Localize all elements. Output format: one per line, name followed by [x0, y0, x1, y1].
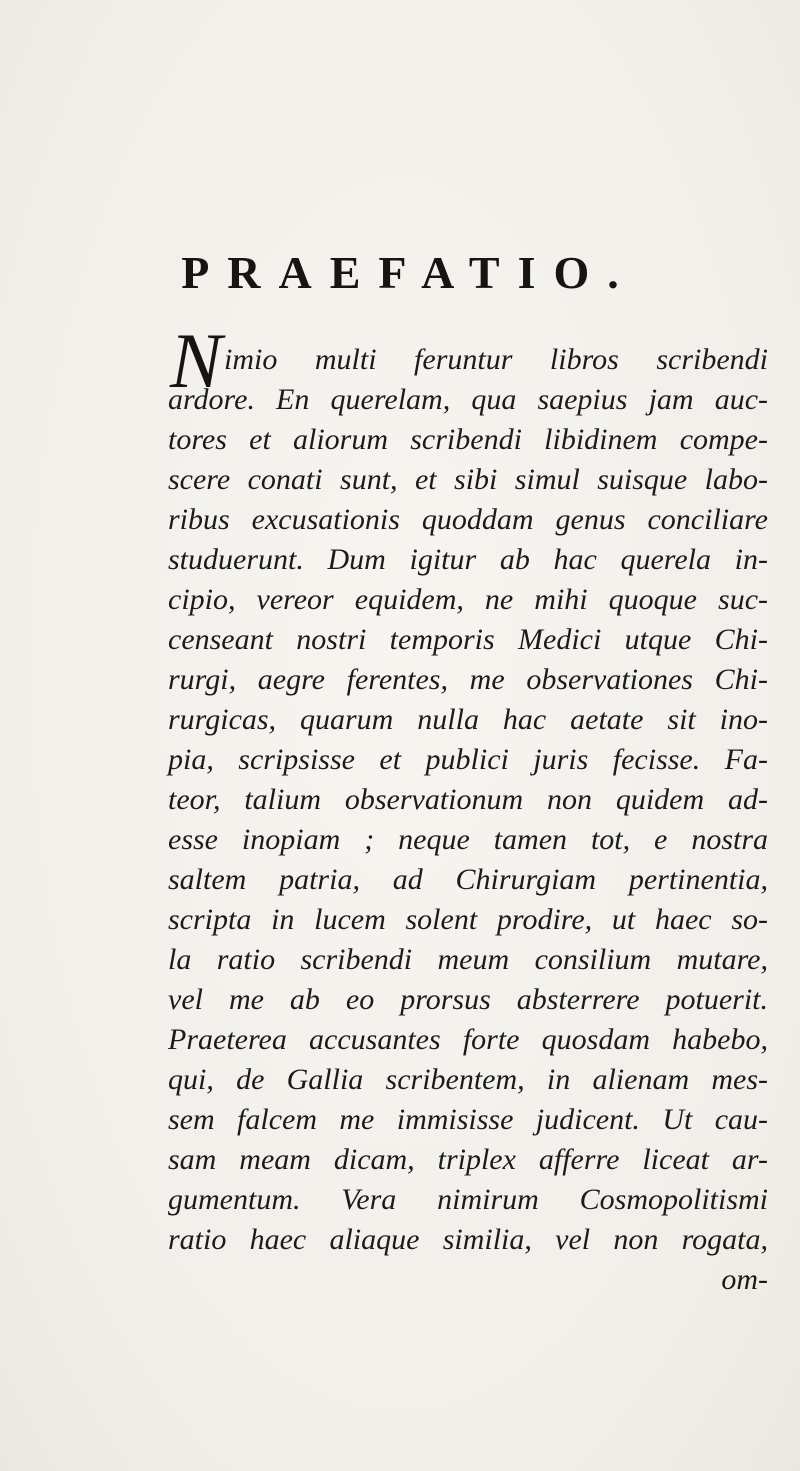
- text-line: qui, de Gallia scribentem, in alienam mes-: [168, 1063, 768, 1096]
- text-line: censeant nostri temporis Medici utque Chi-: [168, 623, 768, 656]
- text-line: Praeterea accusantes forte quosdam habebo,: [168, 1023, 768, 1056]
- text-line: cipio, vereor equidem, ne mihi quoque suc-: [168, 583, 768, 616]
- text-line: gumentum. Vera nimirum Cosmopolitismi: [168, 1183, 768, 1216]
- text-line: vel me ab eo prorsus absterrere potuerit.: [168, 983, 768, 1016]
- text-line: pia, scripsisse et publici juris fecisse. Fa-: [168, 743, 768, 776]
- text-line: scere conati sunt, et sibi simul suisque labo-: [168, 463, 768, 496]
- text-line: sem falcem me immisisse judicent. Ut cau-: [168, 1103, 768, 1136]
- text-line: esse inopiam ; neque tamen tot, e nostra: [168, 823, 768, 856]
- text-line: rurgi, aegre ferentes, me observationes Chi-: [168, 663, 768, 696]
- catchword: om-: [721, 1263, 768, 1296]
- drop-cap: N: [170, 317, 223, 404]
- text-line: la ratio scribendi meum consilium mutare,: [168, 943, 768, 976]
- text-line: ribus excusationis quoddam genus conciliare: [168, 503, 768, 536]
- text-line: imio multi feruntur libros scribendi: [224, 343, 768, 376]
- preface-body: [168, 340, 768, 1300]
- text-line: teor, talium observationum non quidem ad-: [168, 783, 768, 816]
- text-line: rurgicas, quarum nulla hac aetate sit ino-: [168, 703, 768, 736]
- text-line: ratio haec aliaque similia, vel non rogata,: [168, 1223, 768, 1256]
- text-line: ardore. En querelam, qua saepius jam auc-: [168, 383, 768, 416]
- page-heading: PRAEFATIO.: [181, 247, 637, 298]
- text-line: tores et aliorum scribendi libidinem compe-: [168, 423, 768, 456]
- text-line: studuerunt. Dum igitur ab hac querela in-: [168, 543, 768, 576]
- text-line: scripta in lucem solent prodire, ut haec so-: [168, 903, 768, 936]
- text-line: sam meam dicam, triplex afferre liceat ar-: [168, 1143, 768, 1176]
- text-line: saltem patria, ad Chirurgiam pertinentia,: [168, 863, 768, 896]
